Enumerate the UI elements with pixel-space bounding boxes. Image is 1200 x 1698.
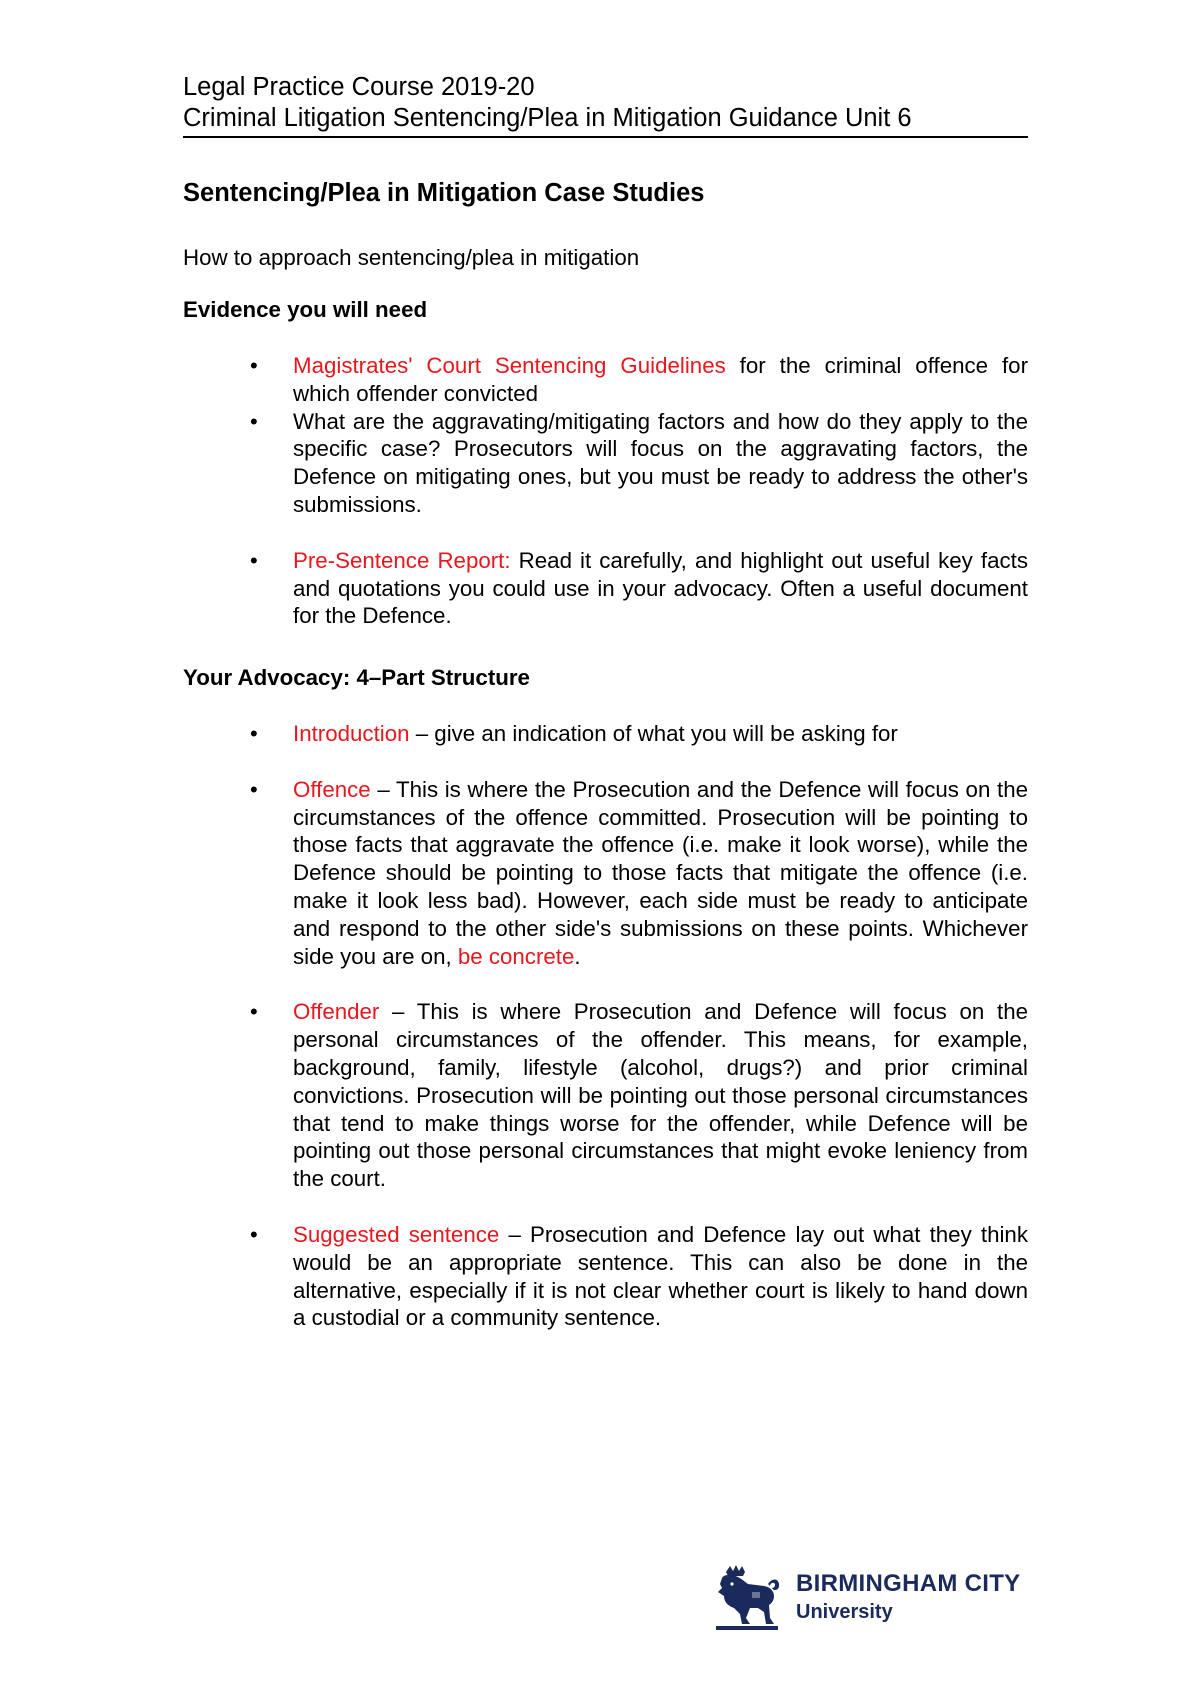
unit-title: Criminal Litigation Sentencing/Plea in Mitigation Guidance Unit 6 xyxy=(183,104,912,132)
highlight-text: Pre-Sentence Report: xyxy=(293,547,511,573)
university-logo xyxy=(712,1562,1032,1632)
list-item-text: Suggested sentence – Prosecution and Defence lay out what they think would be an appropriate sentence. This can also be done in the alternative, especially if it is not clear whether court is likely to hand down a custodial or a community sentence. xyxy=(293,1221,1028,1331)
list-item xyxy=(0,547,1028,630)
bullet-icon: • xyxy=(250,721,258,746)
advocacy-heading: Your Advocacy: 4–Part Structure xyxy=(183,665,530,690)
intro-text: How to approach sentencing/plea in mitigation xyxy=(183,245,640,270)
list-item xyxy=(0,352,1028,408)
university-name: BIRMINGHAM CITY xyxy=(796,1570,1021,1597)
bullet-icon: • xyxy=(250,353,258,378)
list-item xyxy=(0,408,1028,519)
list-item-text: Pre-Sentence Report: Read it carefully, and highlight out useful key facts and quotations you could use in your advocacy. Often a useful document for the Defence. xyxy=(293,547,1028,629)
page-title: Sentencing/Plea in Mitigation Case Studies xyxy=(183,179,705,207)
highlight-text: Suggested sentence xyxy=(293,1221,500,1247)
list-item-text: Offence – This is where the Prosecution and the Defence will focus on the circumstances of the offence committed. Prosecution will be pointing to those facts that aggravate the offence (i.e. make it look worse), while the Defence should be pointing to those facts that mitigate the offence (i.e. make it look less bad). However, each side must be ready to anticipate and respond to the other side's submissions on these points. Whichever side you are on, be concrete. xyxy=(293,776,1028,969)
evidence-heading: Evidence you will need xyxy=(183,297,428,322)
list-item-text: Magistrates' Court Sentencing Guidelines for the criminal offence for which offender convicted xyxy=(293,353,1028,406)
highlight-text: Introduction xyxy=(293,721,410,746)
list-item xyxy=(0,998,1028,1193)
highlight-text: be concrete xyxy=(457,943,575,969)
header-divider xyxy=(183,136,1028,138)
lion-crest-icon xyxy=(712,1562,782,1632)
list-item-text: What are the aggravating/mitigating factors and how do they apply to the specific case? Prosecutors will focus on the aggravating factors, the Defence on mitigating ones, but you must be ready to address the other's submissions. xyxy=(293,408,1028,517)
bullet-icon: • xyxy=(250,776,258,802)
bullet-icon: • xyxy=(250,408,258,434)
highlight-text: Offender xyxy=(293,999,380,1025)
university-subtitle: University xyxy=(796,1601,893,1623)
list-item-text: Offender – This is where Prosecution and Defence will focus on the personal circumstances of the offender. This means, for example, background, family, lifestyle (alcohol, drugs?) and prior criminal convictions. Prosecution will be pointing out those personal circumstances that tend to make things worse for the offender, while Defence will be pointing out those personal circumstances that might evoke leniency from the court. xyxy=(293,999,1028,1192)
bullet-icon: • xyxy=(250,547,258,573)
page-header xyxy=(183,72,1028,138)
evidence-list xyxy=(0,352,1028,630)
list-item xyxy=(0,1221,1028,1332)
highlight-text: Offence xyxy=(293,776,371,802)
bullet-icon: • xyxy=(250,999,258,1025)
list-item xyxy=(0,720,1028,748)
advocacy-list xyxy=(0,720,1028,1332)
list-item-text: Introduction – give an indication of what you will be asking for xyxy=(293,721,898,746)
course-title: Legal Practice Course 2019-20 xyxy=(183,73,535,101)
list-item xyxy=(0,776,1028,971)
highlight-text: Magistrates' Court Sentencing Guidelines xyxy=(293,353,726,378)
bullet-icon: • xyxy=(250,1221,258,1247)
